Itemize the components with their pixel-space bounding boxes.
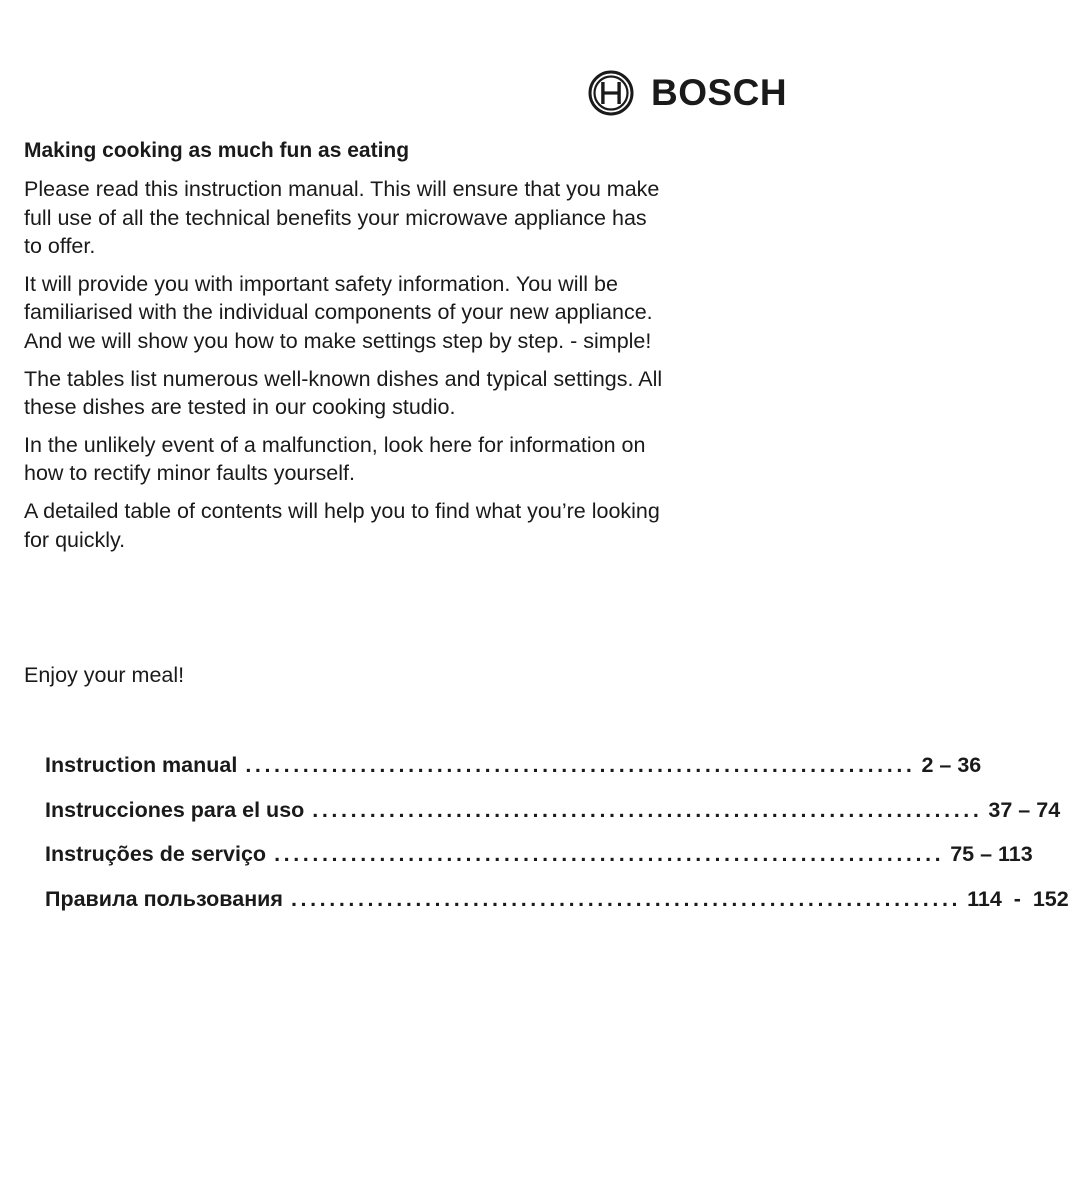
closing-line: Enjoy your meal! [24,663,185,687]
toc-leader-dots: ...................................................................... [290,886,962,911]
toc-entry-title: Instrucciones para el uso [45,797,305,822]
language-contents-list [45,750,1069,928]
intro-paragraph: A detailed table of contents will help you to find what you’re looking for quickly. [24,498,660,552]
bosch-armature-icon [588,70,634,116]
toc-entry-pages: 37 – 74 [988,797,1061,822]
intro-paragraph: Please read this instruction manual. This will ensure that you make full use of all the technical benefits your microwave appliance has to offer. [24,177,660,259]
toc-leader-dots: ...................................................................... [274,842,945,866]
toc-entry-pages: 75 – 113 [950,842,1033,866]
toc-entry[interactable] [45,839,1033,884]
intro-paragraph: It will provide you with important safety information. You will be familiarised with the individual components of your new appliance. And we will show you how to make settings step by step. - simple! [24,271,653,353]
intro-paragraph: The tables list numerous well-known dishes and typical settings. All these dishes are tested in our cooking studio. [24,366,663,420]
intro-paragraph: In the unlikely event of a malfunction, look here for information on how to rectify minor faults yourself. [24,432,646,486]
toc-entry-title: Instruções de serviço [45,842,267,866]
intro-section [24,136,664,563]
toc-leader-dots: ...................................................................... [312,797,983,822]
brand-logo [588,70,787,116]
toc-entry-pages: 114 - 152 [967,886,1069,911]
brand-name: BOSCH [651,72,788,113]
toc-entry-title: Instruction manual [45,753,238,777]
toc-leader-dots: ...................................................................... [245,753,916,777]
toc-entry-pages: 2 – 36 [921,753,982,777]
toc-entry-title: Правила пользования [45,886,283,911]
toc-entry[interactable] [45,750,982,795]
toc-entry[interactable] [45,884,1069,929]
intro-heading: Making cooking as much fun as eating [24,139,410,162]
toc-entry[interactable] [45,795,1061,840]
